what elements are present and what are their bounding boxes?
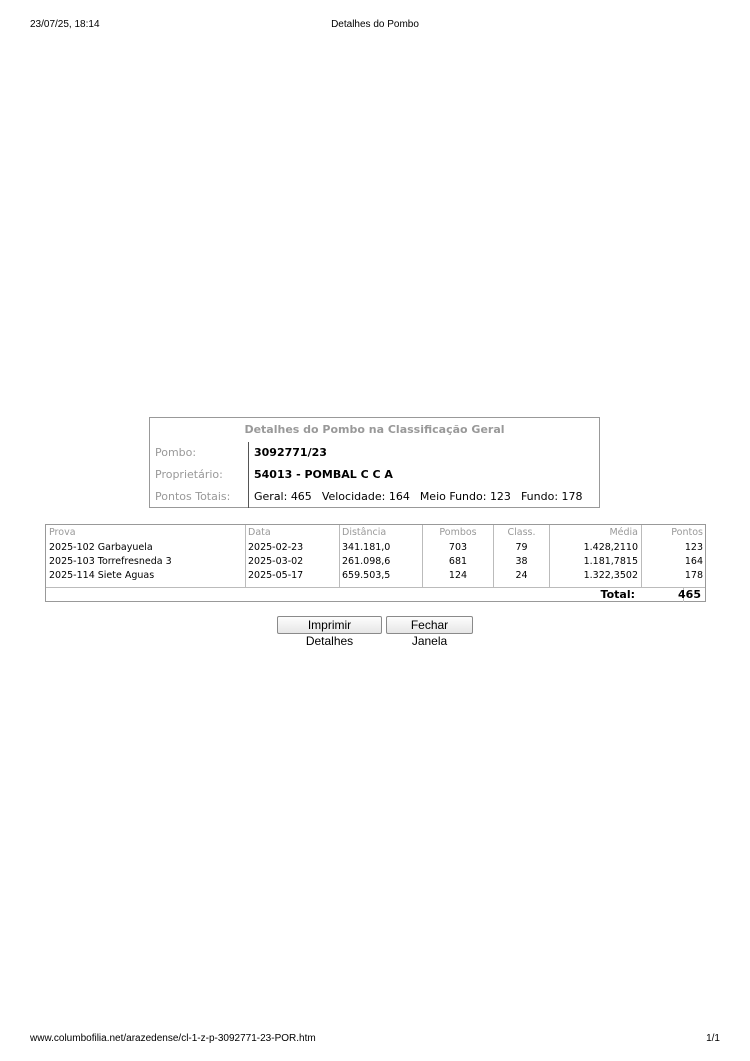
header-pombos: Pombos <box>439 527 477 538</box>
cell-data: 2025-03-02 <box>248 556 304 567</box>
pontos-fundo: Fundo: 178 <box>520 490 583 503</box>
summary-title: Detalhes do Pombo na Classificação Geral <box>244 423 505 436</box>
cell-prova: 2025-114 Siete Aguas <box>49 570 155 581</box>
total-label: Total: <box>600 588 635 601</box>
proprietario-value: 54013 - POMBAL C C A <box>254 468 393 481</box>
cell-media: 1.428,2110 <box>583 542 638 553</box>
print-page-number: 1/1 <box>706 1033 720 1044</box>
cell-pombos: 124 <box>448 570 468 581</box>
pontos-label: Pontos Totais: <box>155 490 231 503</box>
cell-prova: 2025-102 Garbayuela <box>49 542 153 553</box>
header-class: Class. <box>507 527 536 538</box>
cell-prova: 2025-103 Torrefresneda 3 <box>49 556 172 567</box>
pombo-value: 3092771/23 <box>254 446 327 459</box>
pigeon-summary-box <box>149 417 600 508</box>
cell-distancia: 659.503,5 <box>342 570 391 581</box>
cell-distancia: 261.098,6 <box>342 556 391 567</box>
close-window-button[interactable]: Fechar Janela <box>386 616 473 634</box>
cell-pontos: 178 <box>684 570 703 581</box>
print-datetime: 23/07/25, 18:14 <box>30 19 100 30</box>
print-footer <box>30 1033 720 1047</box>
cell-class: 24 <box>515 570 528 581</box>
cell-data: 2025-02-23 <box>248 542 304 553</box>
pontos-geral: Geral: 465 <box>254 490 312 503</box>
pombo-row <box>150 442 599 464</box>
cell-class: 38 <box>515 556 528 567</box>
print-header <box>30 19 720 33</box>
cell-data: 2025-05-17 <box>248 570 304 581</box>
header-prova: Prova <box>49 527 76 538</box>
proprietario-row <box>150 464 599 486</box>
header-pontos: Pontos <box>671 527 703 538</box>
pontos-row <box>150 486 599 508</box>
pontos-meio-fundo: Meio Fundo: 123 <box>419 490 511 503</box>
cell-pontos: 164 <box>684 556 703 567</box>
print-url: www.columbofilia.net/arazedense/cl-1-z-p-3092771-23-POR.htm <box>30 1033 316 1044</box>
pombo-label: Pombo: <box>155 446 197 459</box>
print-title: Detalhes do Pombo <box>331 19 419 30</box>
cell-distancia: 341.181,0 <box>342 542 391 553</box>
header-data: Data <box>248 527 271 538</box>
total-value: 465 <box>678 588 701 601</box>
cell-class: 79 <box>515 542 528 553</box>
cell-media: 1.322,3502 <box>583 570 638 581</box>
cell-media: 1.181,7815 <box>583 556 638 567</box>
proprietario-label: Proprietário: <box>155 468 223 481</box>
pontos-values <box>254 490 583 503</box>
cell-pombos: 681 <box>448 556 468 567</box>
cell-pombos: 703 <box>448 542 468 553</box>
header-distancia: Distância <box>342 527 387 538</box>
print-details-button[interactable]: Imprimir Detalhes <box>277 616 382 634</box>
results-table <box>45 524 706 602</box>
header-media: Média <box>609 527 638 538</box>
pontos-velocidade: Velocidade: 164 <box>321 490 410 503</box>
cell-pontos: 123 <box>684 542 703 553</box>
